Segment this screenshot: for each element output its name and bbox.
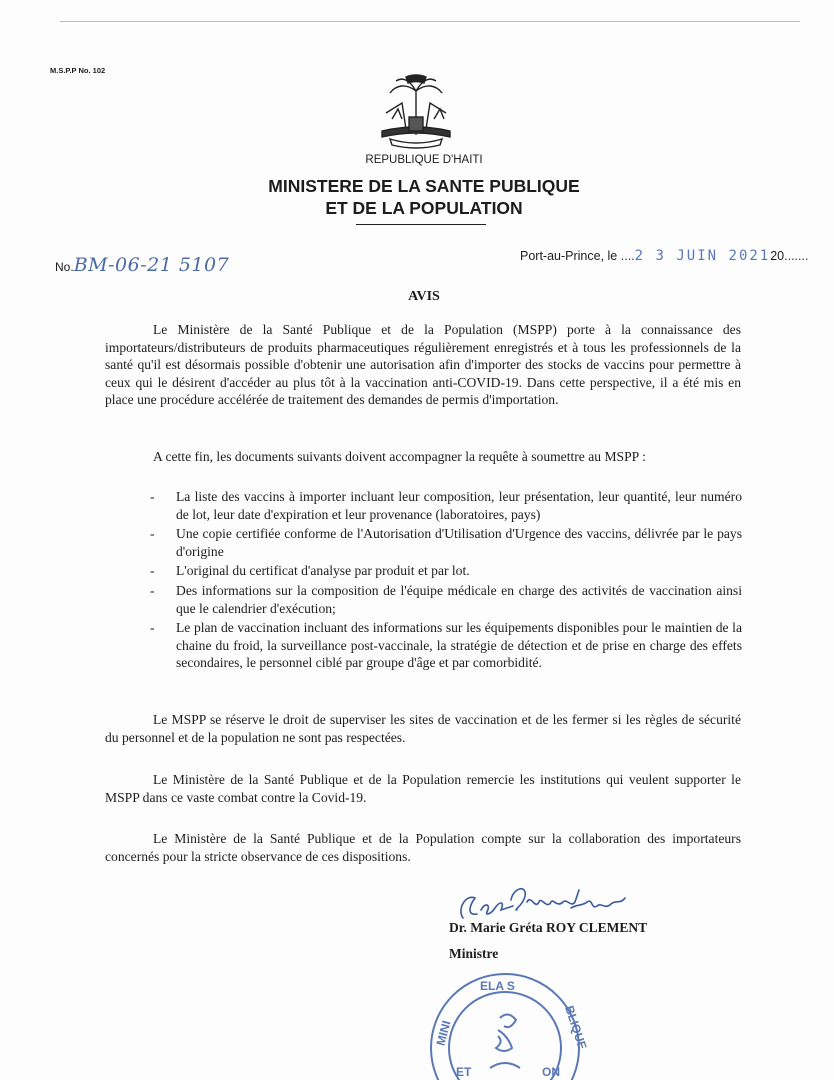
signatory-name: Dr. Marie Gréta ROY CLEMENT bbox=[449, 920, 648, 935]
ministry-title-line-1: MINISTERE DE LA SANTE PUBLIQUE bbox=[268, 176, 580, 196]
list-item: - Des informations sur la composition de l'équipe médicale en charge des activités de vaccination ainsi que le calendrier d'exécution; bbox=[150, 582, 742, 616]
ministry-title-line-2: ET DE LA POPULATION bbox=[325, 198, 523, 218]
date-dots: .... bbox=[620, 249, 635, 263]
list-item: - Une copie certifiée conforme de l'Autorisation d'Utilisation d'Urgence des vaccins, délivrée par le pays d'origine bbox=[150, 526, 742, 559]
list-item: - Le plan de vaccination incluant des informations sur les équipements disponibles pour le maintien de la chaine du froid, la surveillance post-vaccinale, la stratégie de détection et de prise en charge des effets secondaires, le personnel ciblé par groupe d'âge et par comorbidité. bbox=[150, 620, 742, 671]
seal-text-bottom-right: ON bbox=[542, 1065, 560, 1079]
reference-prefix: No. bbox=[55, 260, 74, 274]
title-underline bbox=[356, 224, 486, 225]
signatory-title: Ministre bbox=[449, 946, 499, 961]
supervision-paragraph: Le MSPP se réserve le droit de superviser les sites de vaccination et de les fermer si les règles de sécurité du personnel et de la population ne sont pas respectées. bbox=[105, 712, 741, 745]
form-code: M.S.P.P No. 102 bbox=[50, 66, 106, 75]
list-bullet: - bbox=[150, 620, 155, 636]
list-bullet: - bbox=[150, 582, 155, 598]
seal-text-bottom-left: ET bbox=[456, 1065, 472, 1079]
date-year-suffix: 20 bbox=[770, 249, 785, 263]
coat-of-arms-emblem bbox=[376, 73, 456, 153]
seal-text-right: BLIQUE bbox=[562, 1003, 590, 1052]
republic-heading: REPUBLIQUE D'HAITI bbox=[365, 154, 483, 166]
seal-text-left: MINI bbox=[433, 1019, 454, 1048]
reference-handwritten: BM-06-21 5107 bbox=[73, 254, 230, 276]
dateline bbox=[520, 248, 808, 264]
dateline-place: Port-au-Prince, le bbox=[520, 249, 618, 263]
list-item: - L'original du certificat d'analyse par produit et par lot. bbox=[150, 563, 470, 579]
thanks-paragraph: Le Ministère de la Santé Publique et de la Population remercie les institutions qui veulent supporter le MSPP dans ce vaste combat contre la Covid-19. bbox=[105, 772, 741, 805]
date-dots-trailing: ....... bbox=[784, 249, 809, 263]
list-bullet: - bbox=[150, 526, 155, 542]
official-seal bbox=[420, 968, 590, 1080]
list-item: - La liste des vaccins à importer incluant leur composition, leur présentation, leur quantité, leur numéro de lot, leur date d'expiration et leur provenance (laboratoires, pays) bbox=[150, 489, 742, 522]
list-bullet: - bbox=[150, 489, 155, 504]
collaboration-paragraph: Le Ministère de la Santé Publique et de la Population compte sur la collaboration des importateurs concernés pour la stricte observance de ces dispositions. bbox=[105, 831, 741, 864]
documents-intro-paragraph: A cette fin, les documents suivants doivent accompagner la requête à soumettre au MSPP : bbox=[153, 449, 646, 464]
reference-number bbox=[55, 254, 229, 276]
required-documents-list bbox=[150, 488, 742, 674]
date-stamp: 2 3 JUIN 2021 bbox=[634, 248, 771, 264]
notice-title: AVIS bbox=[408, 289, 440, 304]
seal-text-top: ELA S bbox=[480, 979, 515, 993]
intro-paragraph: Le Ministère de la Santé Publique et de la Population (MSPP) porte à la connaissance des importateurs/distributeurs de produits pharmaceutiques régulièrement enregistrés et à tous les professionnels de la santé qu'il est désormais possible d'obtenir une autorisation afin d'importer des stocks de vaccins pour permettre à ceux qui le désirent d'accéder au plus tôt à la vaccination anti-COVID-19. Dans cette perspective, il a été mis en place une procédure accélérée de traitement des demandes de permis d'importation. bbox=[105, 322, 741, 408]
list-bullet: - bbox=[150, 563, 155, 579]
top-scan-line bbox=[60, 21, 800, 22]
